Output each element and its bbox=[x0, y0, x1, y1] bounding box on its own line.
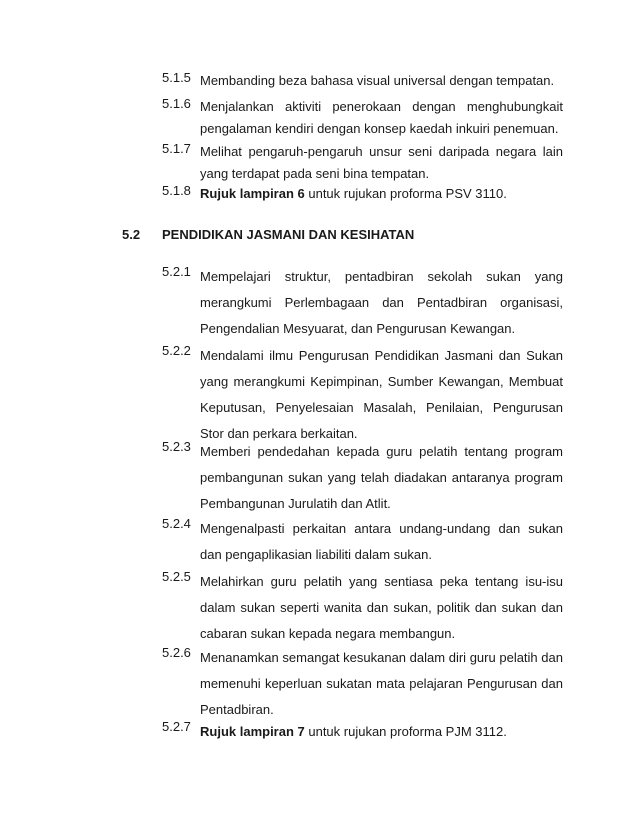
item-number: 5.2.5 bbox=[162, 569, 191, 584]
list-item-5-2-6 bbox=[162, 645, 563, 723]
item-number: 5.1.7 bbox=[162, 141, 191, 156]
item-text: Menjalankan aktiviti penerokaan dengan menghubungkait pengalaman kendiri dengan konsep kaedah inkuiri penemuan. bbox=[200, 99, 563, 136]
item-text-rest: untuk rujukan proforma PJM 3112. bbox=[304, 724, 507, 739]
section-number: 5.2 bbox=[122, 227, 141, 242]
list-item-5-2-3 bbox=[162, 439, 563, 517]
item-number: 5.2.6 bbox=[162, 645, 191, 660]
item-text: Memberi pendedahan kepada guru pelatih tentang program pembangunan sukan yang telah diadakan antaranya program Pembangunan Jurulatih dan Atlit. bbox=[200, 444, 563, 511]
lampiran-reference: Rujuk lampiran 7 bbox=[200, 724, 305, 739]
item-number: 5.1.8 bbox=[162, 183, 191, 198]
item-number: 5.2.1 bbox=[162, 264, 191, 279]
section-title: PENDIDIKAN JASMANI DAN KESIHATAN bbox=[162, 227, 415, 242]
item-number: 5.1.6 bbox=[162, 96, 191, 111]
list-item-5-2-4 bbox=[162, 516, 563, 568]
lampiran-reference: Rujuk lampiran 6 bbox=[200, 186, 305, 201]
item-text bbox=[200, 183, 563, 205]
item-number: 5.1.5 bbox=[162, 70, 191, 85]
item-text-rest: untuk rujukan proforma PSV 3110. bbox=[304, 186, 507, 201]
item-text: Menanamkan semangat kesukanan dalam diri guru pelatih dan memenuhi keperluan sukatan mata pelajaran Pengurusan dan Pentadbiran. bbox=[200, 650, 563, 717]
list-item-5-1-5 bbox=[162, 70, 563, 92]
item-text: Melahirkan guru pelatih yang sentiasa peka tentang isu-isu dalam sukan seperti wanita dan sukan, politik dan sukan dan cabaran sukan kepada negara membangun. bbox=[200, 574, 563, 641]
item-text: Melihat pengaruh-pengaruh unsur seni daripada negara lain yang terdapat pada seni bina tempatan. bbox=[200, 144, 563, 181]
list-item-5-2-2 bbox=[162, 343, 563, 447]
item-number: 5.2.2 bbox=[162, 343, 191, 358]
item-text: Mempelajari struktur, pentadbiran sekolah sukan yang merangkumi Perlembagaan dan Pentadbiran organisasi, Pengendalian Mesyuarat, dan Pengurusan Kewangan. bbox=[200, 269, 563, 336]
list-item-5-2-5 bbox=[162, 569, 563, 647]
list-item-5-1-6 bbox=[162, 96, 563, 140]
item-number: 5.2.3 bbox=[162, 439, 191, 454]
list-item-5-1-8 bbox=[162, 183, 563, 205]
list-item-5-2-1 bbox=[162, 264, 563, 342]
item-text: Mendalami ilmu Pengurusan Pendidikan Jasmani dan Sukan yang merangkumi Kepimpinan, Sumber Kewangan, Membuat Keputusan, Penyelesaian Masalah, Penilaian, Pengurusan Stor dan perkara berkaitan. bbox=[200, 348, 563, 441]
list-item-5-1-7 bbox=[162, 141, 563, 185]
item-number: 5.2.4 bbox=[162, 516, 191, 531]
list-item-5-2-7 bbox=[162, 719, 563, 745]
item-text: Membanding beza bahasa visual universal dengan tempatan. bbox=[200, 73, 555, 88]
item-text bbox=[200, 719, 563, 745]
item-number: 5.2.7 bbox=[162, 719, 191, 734]
item-text: Mengenalpasti perkaitan antara undang-undang dan sukan dan pengaplikasian liabiliti dalam sukan. bbox=[200, 521, 563, 562]
